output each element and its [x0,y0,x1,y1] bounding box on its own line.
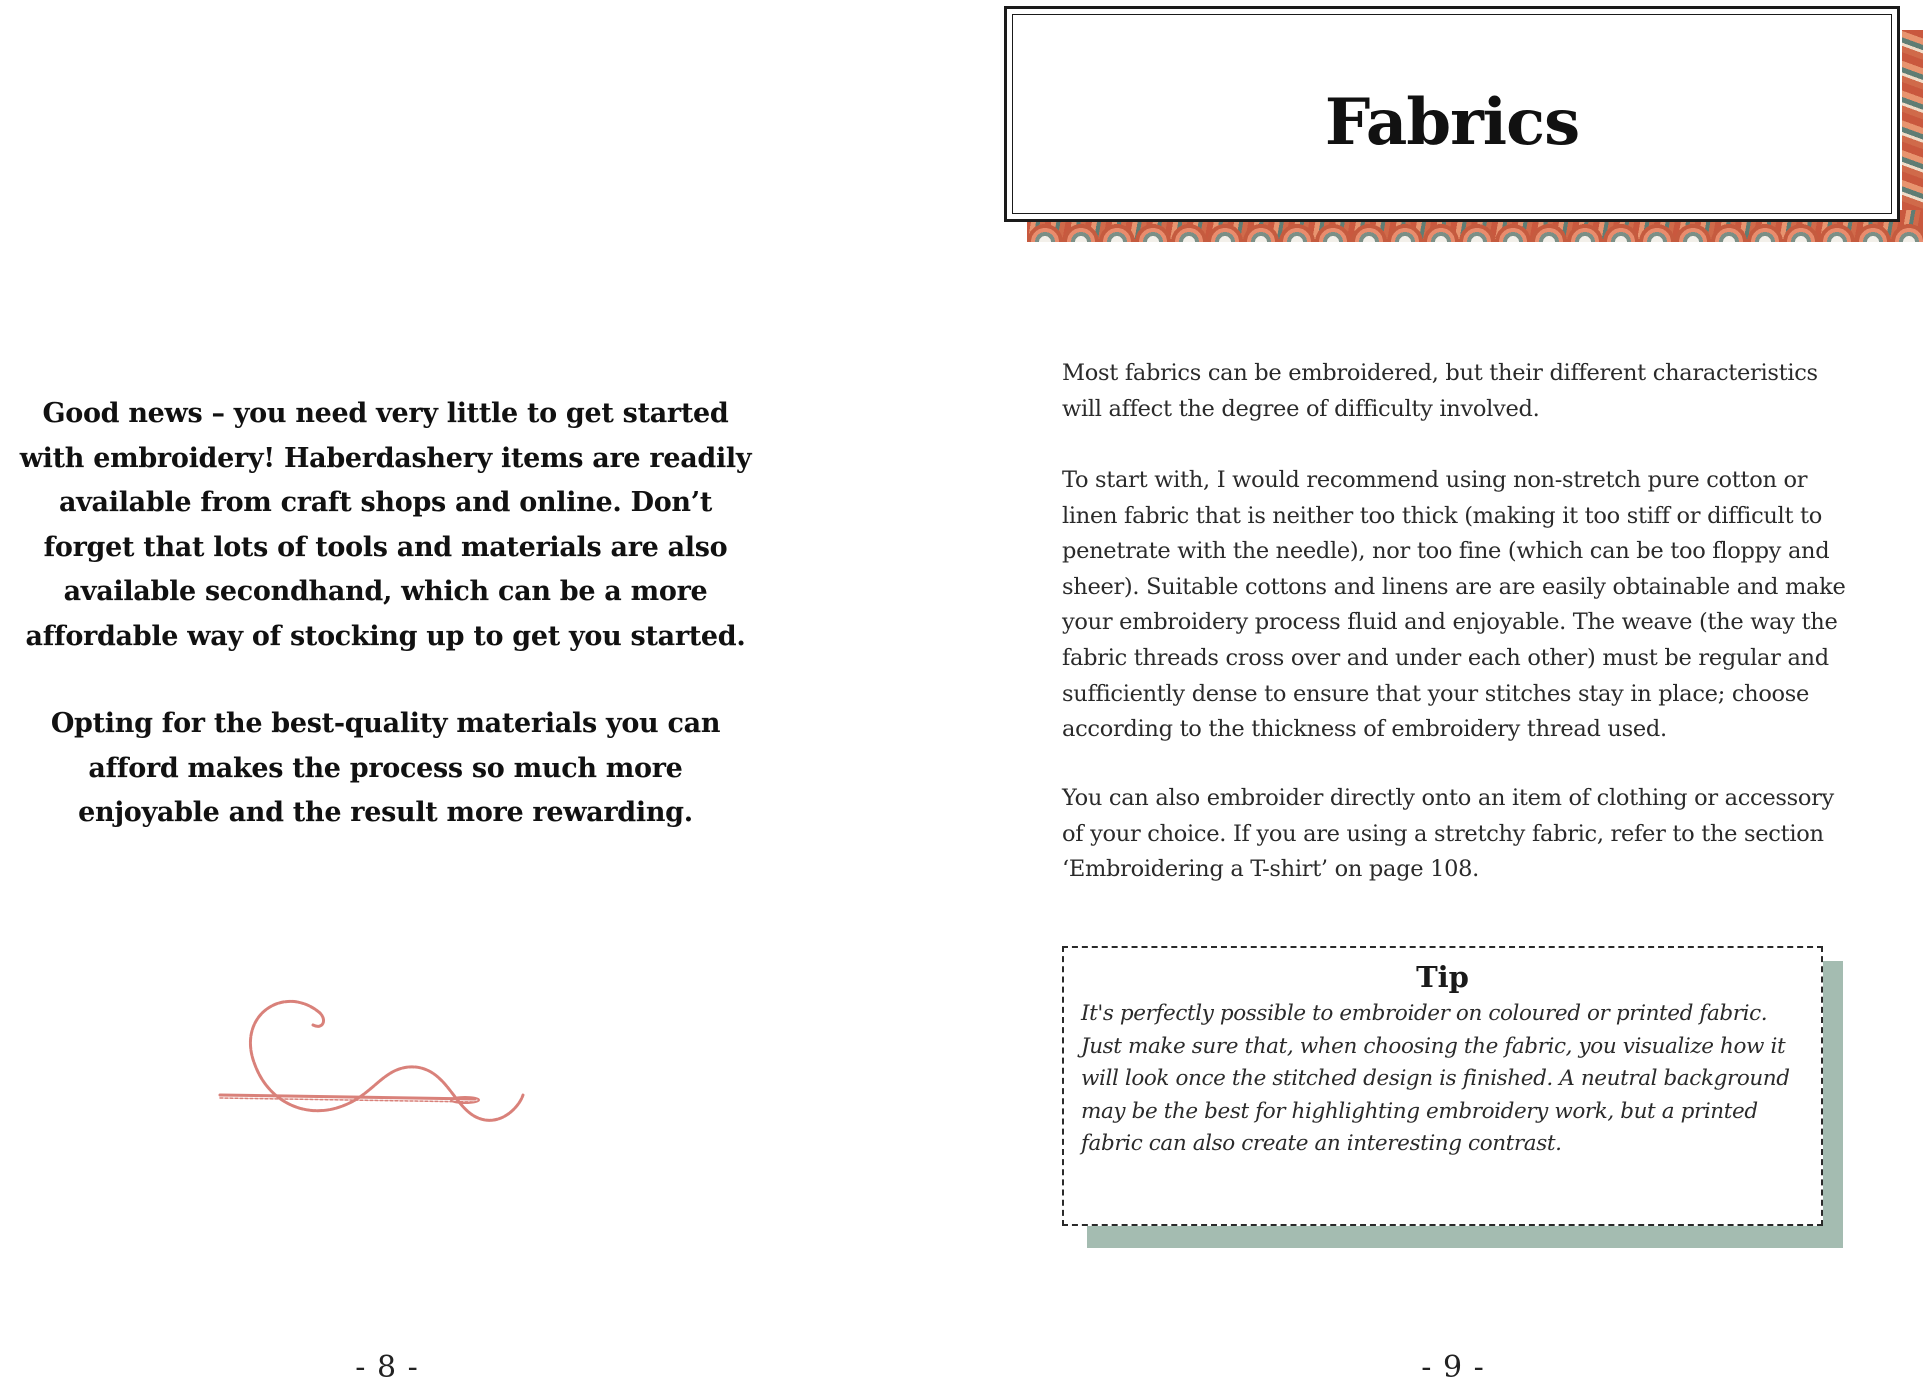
intro-paragraph-1: Good news – you need very little to get started with embroidery! Haberdashery items are readily available from craft shops and online. Don’t forget that lots of tools and materials are also available secondhand, which can be a more affordable way of stocking up to get you started. [19,398,752,652]
intro-paragraph-2: Opting for the best-quality materials you can afford makes the process so much more enjoyable and the result more rewarding. [50,708,721,828]
needle-and-thread-icon [215,975,535,1145]
page-title: Fabrics [1324,85,1580,160]
page-number-left: - 8 - [355,1350,419,1385]
left-page [0,0,960,1396]
tip-box [1062,946,1823,1226]
body-paragraph-2: To start with, I would recommend using non-stretch pure cotton or linen fabric that is neither too thick (making it too stiff or difficult to penetrate with the needle), nor too fine (which can be too floppy and sheer). Suitable cottons and linens are are easily obtainable and make your embroidery process fluid and enjoyable. The weave (the way the fabric threads cross over and under each other) must be regular and sufficiently dense to ensure that your stitches stay in place; choose according to the thickness of embroidery thread used. [1062,467,1846,743]
decorative-pattern-side [1902,30,1923,235]
tip-heading: Tip [1416,960,1469,994]
body-paragraph-3: You can also embroider directly onto an item of clothing or accessory of your choice. If you are using a stretchy fabric, refer to the section ‘Embroidering a T-shirt’ on page 108. [1062,785,1834,883]
title-frame [1004,6,1900,222]
page-number-right: - 9 - [1421,1350,1485,1385]
body-paragraph-1: Most fabrics can be embroidered, but their different characteristics will affect the degree of difficulty involved. [1062,360,1818,422]
tip-text: It's perfectly possible to embroider on coloured or printed fabric. Just make sure that, when choosing the fabric, you visualize how it will look once the stitched design is finished. A neutral background may be the best for highlighting embroidery work, but a printed fabric can also create an interesting contrast. [1081,1001,1790,1156]
